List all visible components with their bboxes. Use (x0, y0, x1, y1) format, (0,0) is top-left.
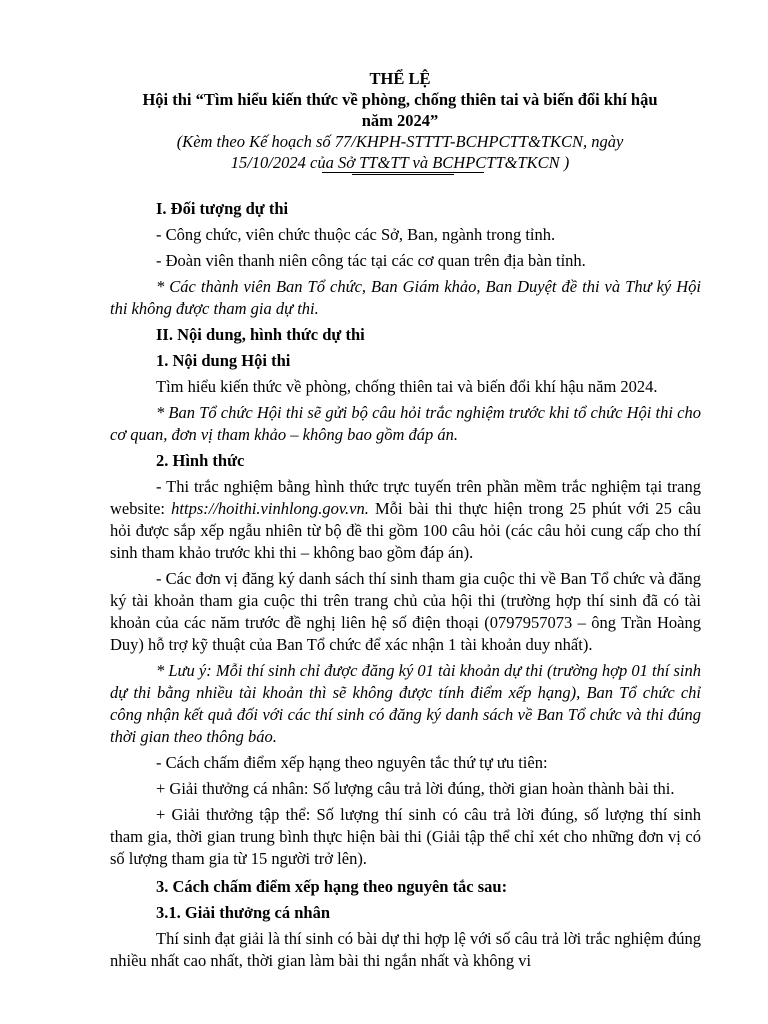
section-2-1-heading: 1. Nội dung Hội thi (156, 351, 291, 370)
document-subtitle-line1: Hội thi “Tìm hiểu kiến thức về phòng, chống thiên tai và biến đổi khí hậu (142, 90, 658, 109)
section-2-2-paragraph-5: + Giải thưởng tập thể: Số lượng thí sinh có câu trả lời đúng, số lượng thí sinh tham gia, thời gian trung bình thực hiện bài thi (Giải tập thể chỉ xét cho những đơn vị có số lượng tham gia từ 15 người trở lên). (110, 805, 701, 868)
document-note-line1: (Kèm theo Kế hoạch số 77/KHPH-STTTT-BCHPCTT&TKCN, ngày (176, 132, 624, 151)
section-3-1-heading: 3.1. Giải thưởng cá nhân (156, 903, 330, 922)
section-1-item-1: - Công chức, viên chức thuộc các Sở, Ban, ngành trong tỉnh. (156, 225, 556, 244)
section-2-2-paragraph-1 (110, 476, 701, 564)
section-1-note: * Các thành viên Ban Tổ chức, Ban Giám khảo, Ban Duyệt đề thi và Thư ký Hội thi không được tham gia dự thi. (110, 277, 701, 318)
section-1-heading: I. Đối tượng dự thi (156, 199, 289, 218)
document-title: THỂ LỆ (369, 69, 431, 88)
header-divider (322, 172, 484, 173)
section-2-2-heading: 2. Hình thức (156, 451, 245, 470)
section-3-heading: 3. Cách chấm điểm xếp hạng theo nguyên tắc sau: (156, 877, 508, 896)
section-2-2-note: * Lưu ý: Mỗi thí sinh chỉ được đăng ký 01 tài khoản dự thi (trường hợp 01 thí sinh dự thi bằng nhiều tài khoản thì sẽ không được tính điểm xếp hạng), Ban Tổ chức chỉ công nhận kết quả đối với các thí sinh có đăng ký danh sách về Ban Tổ chức và thi đúng thời gian theo thông báo. (110, 661, 701, 746)
document-note-line2: 15/10/2024 của Sở TT&TT và BCHPCTT&TKCN ) (230, 153, 570, 172)
section-2-heading: II. Nội dung, hình thức dự thi (156, 325, 365, 344)
section-2-1-text: Tìm hiểu kiến thức về phòng, chống thiên tai và biến đổi khí hậu năm 2024. (156, 377, 658, 396)
paragraph-text: - Thi trắc nghiệm bằng hình thức trực tuyến trên phần mềm trắc nghiệm tại trang website: (110, 477, 701, 518)
section-2-2-paragraph-2: - Các đơn vị đăng ký danh sách thí sinh tham gia cuộc thi về Ban Tổ chức và đăng ký tài khoản tham gia cuộc thi trên trang chủ của hội thi (trường hợp thí sinh đã có tài khoản của các năm trước đề nghị liên hệ số điện thoại (0797957073 – ông Trần Hoàng Duy) hỗ trợ kỹ thuật của Ban Tổ chức để xác nhận 1 tài khoản duy nhất). (110, 569, 701, 654)
document-body (110, 198, 701, 976)
website-link[interactable]: https://hoithi.vinhlong.gov.vn. (171, 499, 369, 518)
document-header (100, 68, 700, 173)
section-2-1-note: * Ban Tổ chức Hội thi sẽ gửi bộ câu hỏi trắc nghiệm trước khi tổ chức Hội thi cho cơ quan, đơn vị tham khảo – không bao gồm đáp án. (110, 403, 701, 444)
document-subtitle-line2: năm 2024” (361, 111, 439, 130)
section-2-2-paragraph-4: + Giải thưởng cá nhân: Số lượng câu trả lời đúng, thời gian hoàn thành bài thi. (156, 779, 675, 798)
section-1-item-2: - Đoàn viên thanh niên công tác tại các cơ quan trên địa bàn tỉnh. (156, 251, 586, 270)
section-2-2-paragraph-3: - Cách chấm điểm xếp hạng theo nguyên tắc thứ tự ưu tiên: (156, 753, 548, 772)
paragraph-text: Mỗi bài thi thực hiện trong 25 phút với 25 câu hỏi được sắp xếp ngẫu nhiên từ bộ đề thi gồm 100 câu hỏi (các câu hỏi cung cấp cho thí sinh tham khảo trước khi thi – không bao gồm đáp án). (110, 499, 701, 562)
section-3-1-text: Thí sinh đạt giải là thí sinh có bài dự thi hợp lệ với số câu trả lời trắc nghiệm đúng nhiều nhất cao nhất, thời gian làm bài thi ngắn nhất và không vi (110, 929, 701, 970)
